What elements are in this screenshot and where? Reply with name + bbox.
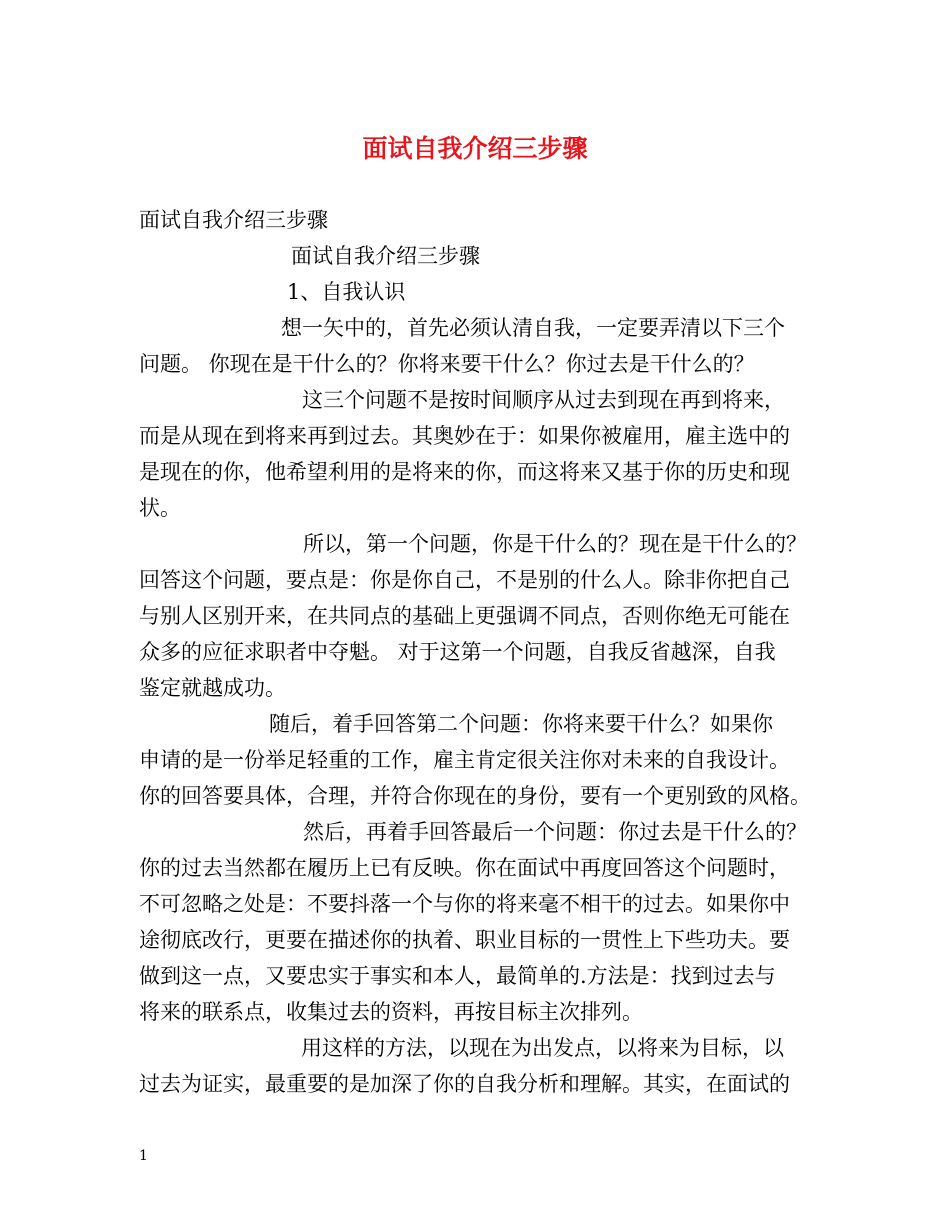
body-line: 随后，着手回答第二个问题：你将来要干什么？如果你 xyxy=(269,712,773,736)
body-line: 做到这一点，又要忠实于事实和本人，最简单的.方法是：找到过去与 xyxy=(139,964,776,988)
body-line: 众多的应征求职者中夺魁。 对于这第一个问题，自我反省越深，自我 xyxy=(139,640,776,664)
page-number: 1 xyxy=(139,1148,148,1164)
section-heading: 1、自我认识 xyxy=(287,280,406,304)
body-line: 与别人区别开来，在共同点的基础上更强调不同点，否则你绝无可能在 xyxy=(139,604,790,628)
body-line: 问题。 你现在是干什么的？你将来要干什么？你过去是干什么的？ xyxy=(139,352,755,376)
body-line: 途彻底改行，更要在描述你的执着、职业目标的一贯性上下些功夫。要 xyxy=(139,928,790,952)
body-line: 想一矢中的，首先必须认清自我，一定要弄清以下三个 xyxy=(281,316,785,340)
body-line: 将来的联系点，收集过去的资料，再按目标主次排列。 xyxy=(139,1000,643,1024)
body-line: 然后，再着手回答最后一个问题：你过去是干什么的？ xyxy=(303,820,807,844)
body-line: 是现在的你，他希望利用的是将来的你，而这将来又基于你的历史和现 xyxy=(139,460,790,484)
body-line: 回答这个问题，要点是：你是你自己，不是别的什么人。除非你把自己 xyxy=(139,568,790,592)
body-line: 所以，第一个问题，你是干什么的？现在是干什么的？ xyxy=(303,532,807,556)
document-body xyxy=(139,202,819,1102)
body-line: 面试自我介绍三步骤 xyxy=(139,208,328,232)
body-line: 不可忽略之处是：不要抖落一个与你的将来毫不相干的过去。如果你中 xyxy=(139,892,790,916)
body-line: 申请的是一份举足轻重的工作，雇主肯定很关注你对未来的自我设计。 xyxy=(139,748,790,772)
body-line: 你的过去当然都在履历上已有反映。你在面试中再度回答这个问题时， xyxy=(139,856,790,880)
body-line: 你的回答要具体，合理，并符合你现在的身份，要有一个更别致的风格。 xyxy=(139,784,811,808)
body-line: 状。 xyxy=(139,496,181,520)
subtitle-line: 面试自我介绍三步骤 xyxy=(291,244,480,268)
body-line: 而是从现在到将来再到过去。其奥妙在于：如果你被雇用，雇主选中的 xyxy=(139,424,790,448)
body-line: 这三个问题不是按时间顺序从过去到现在再到将来， xyxy=(302,388,785,412)
body-line: 用这样的方法，以现在为出发点，以将来为目标，以 xyxy=(301,1036,784,1060)
body-line: 过去为证实，最重要的是加深了你的自我分析和理解。其实，在面试的 xyxy=(139,1072,790,1096)
body-line: 鉴定就越成功。 xyxy=(139,676,286,700)
document-title: 面试自我介绍三步骤 xyxy=(362,134,588,163)
